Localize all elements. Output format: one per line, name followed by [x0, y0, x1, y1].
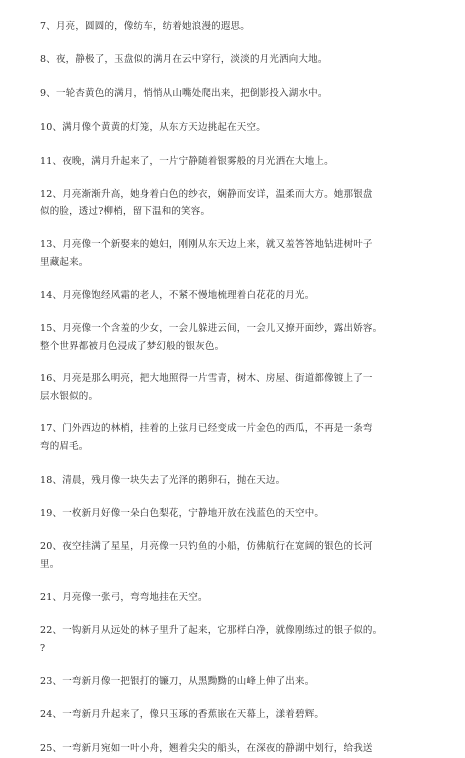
paragraph-line: 里藏起来。: [40, 257, 89, 268]
paragraph-line: 23、一弯新月像一把银打的镰刀，从黑黝黝的山峰上伸了出来。: [40, 676, 315, 687]
paragraph-line: 21、月亮像一张弓，弯弯地挂在天空。: [40, 592, 208, 603]
paragraph-line: 9、一轮杏黄色的满月，悄悄从山嘴处爬出来，把倒影投入湖水中。: [40, 88, 328, 99]
paragraph-line: 7、月亮，圆圆的，像纺车，纺着她浪漫的遐思。: [40, 21, 250, 32]
paragraph-line: 24、一弯新月升起来了，像只玉琢的香蕉嵌在天幕上，漾着碧辉。: [40, 709, 325, 720]
paragraph-line: 20、夜空挂满了星星，月亮像一只钓鱼的小船，仿佛航行在宽阔的银色的长河: [40, 541, 373, 552]
paragraph-line: 11、夜晚，满月升起来了，一片宁静随着银雾般的月光洒在大地上。: [40, 156, 334, 167]
paragraph-line: 18、清晨，残月像一块失去了光泽的鹅卵石，抛在天边。: [40, 475, 286, 486]
paragraph-line: 弯的眉毛。: [40, 441, 89, 452]
paragraph-line: 似的脸，透过?柳梢，留下温和的笑容。: [40, 206, 211, 217]
paragraph-line: 16、月亮是那么明亮，把大地照得一片雪青，树木、房屋、街道都像镀上了一: [40, 373, 373, 384]
paragraph-line: 19、一枚新月好像一朵白色梨花，宁静地开放在浅蓝色的天空中。: [40, 508, 325, 519]
paragraph-line: 22、一钩新月从远处的林子里升了起来，它那样白净，就像刚练过的银子似的。: [40, 625, 383, 636]
paragraph-line: 17、门外西边的林梢，挂着的上弦月已经变成一片金色的西瓜，不再是一条弯: [40, 423, 373, 434]
paragraph-line: ?: [40, 643, 46, 654]
paragraph-line: 12、月亮渐渐升高，她身着白色的纱衣，娴静而安详，温柔而大方。她那银盘: [40, 189, 373, 200]
paragraph-line: 10、满月像个黄黄的灯笼，从东方天边挑起在天空。: [40, 122, 266, 133]
paragraph-line: 13、月亮像一个新娶来的媳妇，刚刚从东天边上来，就又羞答答地钻进树叶子: [40, 239, 373, 250]
paragraph-line: 里。: [40, 559, 60, 570]
paragraph-line: 整个世界都被月色浸成了梦幻般的银灰色。: [40, 341, 225, 352]
paragraph-line: 25、一弯新月宛如一叶小舟，翘着尖尖的船头，在深夜的静湖中划行，给我送: [40, 743, 373, 754]
paragraph-line: 14、月亮像饱经风霜的老人，不紧不慢地梳理着白花花的月光。: [40, 290, 315, 301]
document-page: [40, 0, 430, 754]
paragraph-line: 8、夜，静极了，玉盘似的满月在云中穿行，淡淡的月光洒向大地。: [40, 54, 328, 65]
paragraph-line: 15、月亮像一个含羞的少女，一会儿躲进云间，一会儿又撩开面纱，露出娇容。: [40, 323, 383, 334]
paragraph-line: 层水银似的。: [40, 391, 99, 402]
